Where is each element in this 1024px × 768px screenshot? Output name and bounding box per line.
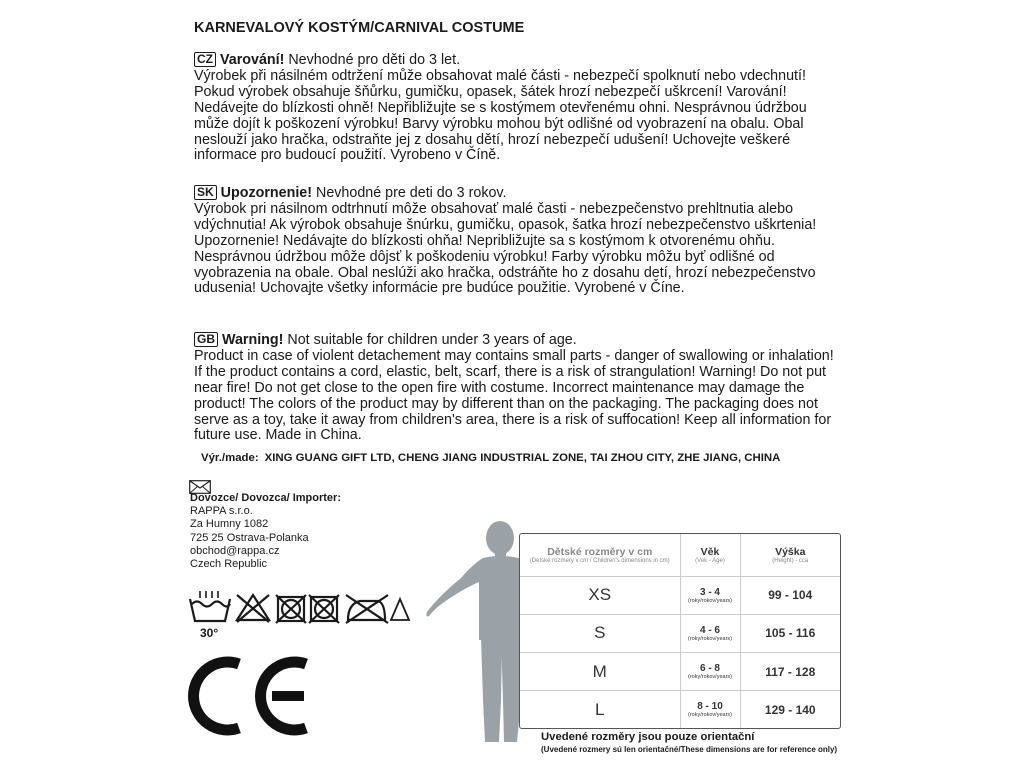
wash-30-icon bbox=[190, 591, 230, 621]
age-value: 6 - 8 bbox=[699, 663, 720, 675]
size-note: Uvedené rozměry jsou pouze orientační bbox=[541, 731, 755, 743]
do-not-dry-clean-icon bbox=[346, 595, 409, 623]
warning-label: Warning! bbox=[222, 332, 284, 348]
age-value: 4 - 6 bbox=[699, 624, 720, 636]
importer-heading: Dovozce/ Dovozca/ Importer: bbox=[190, 492, 341, 504]
age-cell bbox=[680, 691, 740, 728]
page-title: KARNEVALOVÝ KOSTÝM/CARNIVAL COSTUME bbox=[194, 20, 525, 36]
table-row bbox=[520, 652, 840, 690]
manufacturer-value: XING GUANG GIFT LTD, CHENG JIANG INDUSTRIAL ZONE, TAI ZHOU CITY, ZHE JIANG, CHINA bbox=[264, 452, 781, 464]
warning-first-line: Nevhodné pro děti do 3 let. bbox=[288, 52, 461, 68]
manufacturer-line bbox=[201, 452, 780, 464]
age-value: 3 - 4 bbox=[699, 586, 720, 598]
height-header: Výška bbox=[775, 545, 806, 558]
age-header-cell bbox=[680, 534, 740, 576]
warning-body: Product in case of violent detachement may contains small parts - danger of swallowing or inhalation! If the product contains a cord, elastic, belt, scarf, there is a risk of strangulation! Warning! Do not put near fire! Do not get close to the open fire with costume. Incorrect maintenance may damage the product! The colors of the product may by different than on the packaging. The packaging does not serve as a toy, take it away from children's area, there is a risk of suffocation! Keep all information for future use. Made in China. bbox=[194, 347, 834, 444]
size-subnote: (Uvedené rozmery sú len orientačné/These dimensions are for reference only) bbox=[541, 745, 838, 754]
age-value: 8 - 10 bbox=[697, 701, 723, 713]
section-cz-heading bbox=[194, 52, 834, 69]
height-cell: 129 - 140 bbox=[764, 702, 816, 717]
age-unit: (roky/rokov/years) bbox=[687, 712, 732, 719]
age-cell bbox=[680, 652, 740, 690]
height-cell: 99 - 104 bbox=[740, 576, 840, 614]
do-not-iron-icon bbox=[309, 595, 339, 623]
warning-label: Upozornenie! bbox=[220, 185, 313, 201]
section-sk bbox=[194, 185, 834, 297]
flag-cz-badge: CZ bbox=[194, 52, 216, 67]
age-header: Věk bbox=[700, 545, 720, 558]
table-row bbox=[520, 614, 840, 652]
size-cell: M bbox=[520, 652, 680, 690]
warning-first-line: Not suitable for children under 3 years of age. bbox=[287, 332, 577, 348]
warning-label: Varování! bbox=[220, 52, 285, 68]
importer-line: 725 25 Ostrava-Polanka bbox=[190, 531, 309, 544]
age-cell bbox=[680, 576, 740, 614]
importer-block bbox=[190, 492, 341, 571]
height-cell: 117 - 128 bbox=[740, 652, 840, 690]
height-header-sub: (Height) - cca bbox=[772, 557, 809, 564]
warning-first-line: Nevhodné pre deti do 3 rokov. bbox=[316, 185, 507, 201]
do-not-bleach-icon bbox=[237, 595, 269, 622]
importer-line: Czech Republic bbox=[190, 558, 268, 571]
warning-body: Výrobok pri násilnom odtrhnutí môže obsahovať malé časti - nebezpečenstvo prehltnutia alebo vdýchnutia! Ak výrobok obsahuje šnúrku, gumičku, opasok, šatka hrozí nebezpečenstvo uškrtenia! Upozornenie! Nedávajte do blízkosti ohňa! Nepribližujte sa s kostýmom k otvorenému ohňu. Nesprávnou údržbou môže dôjsť k poškodeniu výrobku! Farby výrobku môžu byť odlišné od vyobrazenia na obale. Obal neslúži ako hračka, odstráňte ho z dosahu detí, hrozí nebezpečenstvo udusenia! Uchovajte všetky informácie pre budúce použitie. Vyrobené v Číne. bbox=[194, 200, 817, 297]
ce-mark bbox=[186, 656, 316, 736]
section-gb bbox=[194, 332, 834, 444]
age-cell bbox=[680, 614, 740, 652]
care-symbols bbox=[188, 589, 410, 625]
table-row bbox=[520, 576, 840, 614]
height-header-cell bbox=[740, 534, 840, 576]
table-row bbox=[520, 691, 840, 728]
age-unit: (roky/rokov/years) bbox=[687, 635, 732, 642]
size-table-subtitle: (Detské rozmery v cm / Children's dimensions in cm) bbox=[529, 557, 670, 564]
age-unit: (roky/rokov/years) bbox=[687, 674, 732, 681]
height-cell: 105 - 116 bbox=[740, 614, 840, 652]
size-table bbox=[520, 534, 840, 728]
flag-sk-badge: SK bbox=[194, 185, 217, 200]
manufacturer-label: Výr./made: bbox=[201, 452, 259, 464]
section-cz bbox=[194, 52, 834, 164]
section-sk-heading bbox=[194, 185, 834, 202]
flag-gb-badge: GB bbox=[194, 332, 218, 347]
age-unit: (roky/rokov/years) bbox=[687, 597, 732, 604]
size-table-header bbox=[520, 534, 840, 576]
wash-temperature: 30° bbox=[200, 626, 219, 640]
size-cell: S bbox=[520, 614, 680, 652]
do-not-tumble-dry-icon bbox=[276, 595, 306, 623]
size-table-title: Dětské rozměry v cm bbox=[547, 545, 653, 558]
size-table-title-cell bbox=[520, 534, 680, 576]
importer-email: obchod@rappa.cz bbox=[190, 544, 280, 557]
importer-line: RAPPA s.r.o. bbox=[190, 505, 253, 518]
warning-body: Výrobek při násilném odtržení může obsahovat malé části - nebezpečí spolknutí nebo vdechnutí! Pokud výrobek obsahuje šňůrku, gumičku, opasek, šátek hrozí nebezpečí uškrcení! Varování! Nedávejte do blízkosti ohně! Nepřibližujte se s kostýmem otevřenému ohni. Nesprávnou údržbou může dojít k poškození výrobku! Barvy výrobku mohou být odlišné od vyobrazení na obalu. Obal neslouží jako hračka, odstraňte jej z dosahu dětí, hrozí nebezpečí udušení! Uchovejte veškeré informace pro budoucí použití. Vyrobeno v Číně. bbox=[194, 67, 807, 164]
size-chart bbox=[519, 533, 841, 729]
size-cell: L bbox=[520, 691, 680, 728]
size-cell: XS bbox=[520, 576, 680, 614]
importer-line: Za Humny 1082 bbox=[190, 518, 269, 531]
age-header-sub: (Vek - Age) bbox=[695, 557, 725, 564]
section-gb-heading bbox=[194, 332, 834, 349]
